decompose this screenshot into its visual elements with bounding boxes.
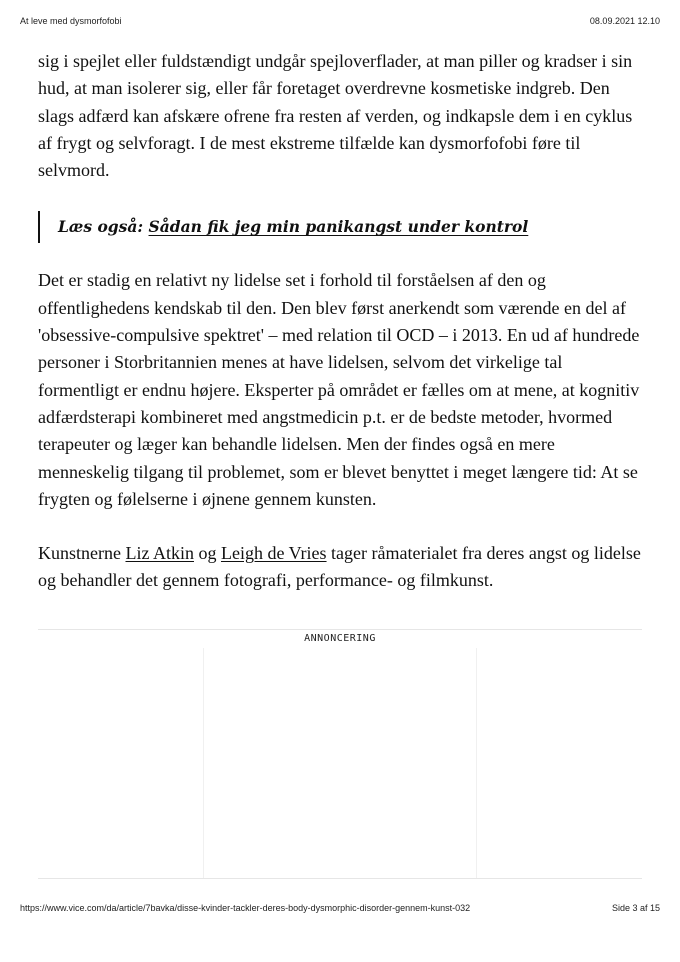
article-body [38, 48, 642, 595]
print-datetime: 08.09.2021 12.10 [589, 16, 660, 26]
page-url: https://www.vice.com/da/article/7bavka/disse-kvinder-tackler-deres-body-dysmorphic-disorder-gennem-kunst-032 [20, 903, 471, 913]
artist-link-liz-atkin[interactable]: Liz Atkin [125, 543, 194, 564]
ad-placeholder [203, 648, 477, 878]
paragraph-3-end: tager råmaterialet fra deres angst og lidelse og behandler det gennem fotografi, performance- og filmkunst. [38, 543, 641, 591]
related-prefix: Læs også: [58, 217, 149, 236]
print-header [20, 16, 660, 30]
print-footer [20, 903, 660, 917]
paragraph-3 [38, 540, 642, 595]
related-article-callout [38, 211, 642, 243]
ad-label: ANNONCERING [304, 633, 376, 644]
page-number: Side 3 af 15 [611, 903, 660, 913]
ad-divider-bottom [38, 878, 642, 879]
related-article-link[interactable]: Sådan fik jeg min panikangst under kontrol [148, 217, 529, 236]
ad-divider-top [38, 629, 642, 630]
artist-link-leigh-de-vries[interactable]: Leigh de Vries [220, 543, 327, 564]
paragraph-3-start: Kunstnerne [38, 543, 126, 564]
paragraph-1: sig i spejlet eller fuldstændigt undgår spejloverflader, at man piller og kradser i sin hud, at man isolerer sig, eller får foretaget overdrevne kosmetiske indgreb. Den slags adfærd kan afskære ofrene fra resten af verden, og indkapsle dem i en cyklus af frygt og selvforagt. I de mest ekstreme tilfælde kan dysmorfofobi føre til selvmord. [38, 51, 633, 181]
paragraph-3-and: og [193, 543, 221, 564]
document-title: At leve med dysmorfofobi [20, 16, 122, 26]
paragraph-2: Det er stadig en relativt ny lidelse set i forhold til forståelsen af den og offentlighedens kendskab til den. Den blev først anerkendt som værende en del af 'obsessive-compulsive spektret' – med relation til OCD – i 2013. En ud af hundrede personer i Storbritannien menes at have lidelsen, selvom det virkelige tal formentligt er endnu højere. Eksperter på området er fælles om at mene, at kognitiv adfærdsterapi kombineret med angstmedicin p.t. er de bedste metoder, hvormed terapeuter og læger kan behandle lidelsen. Men der findes også en mere menneskelig tilgang til problemet, som er blevet benyttet i meget længere tid: At se frygten og følelserne i øjnene gennem kunsten. [38, 270, 640, 509]
